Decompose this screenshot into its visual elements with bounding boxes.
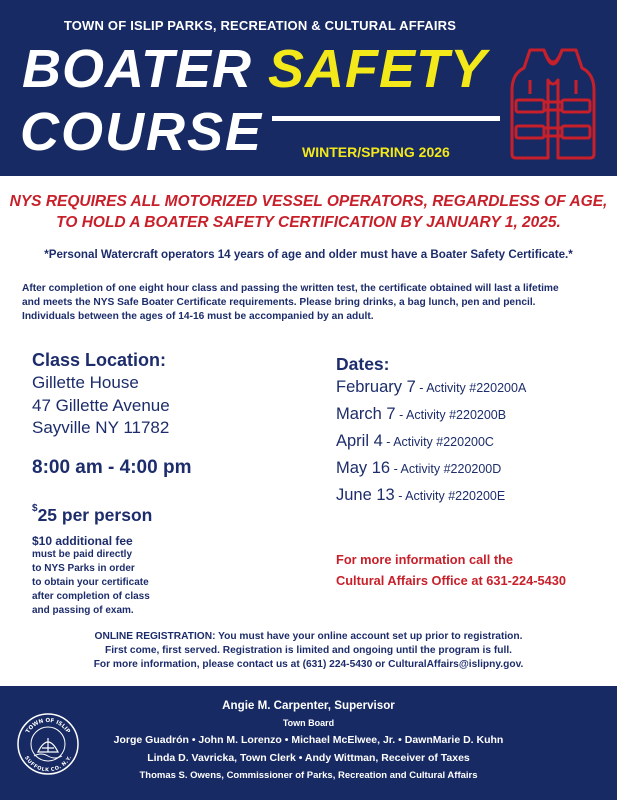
activity-number: - Activity #220200D [390,462,502,476]
date-value: March 7 [336,405,396,423]
date-item [336,378,526,397]
requirement-line-1: NYS REQUIRES ALL MOTORIZED VESSEL OPERATORS, REGARDLESS OF AGE, [9,193,608,210]
date-value: February 7 [336,378,416,396]
class-time: 8:00 am - 4:00 pm [32,457,192,478]
more-info-line-2: Cultural Affairs Office at 631-224-5430 [336,573,566,588]
commissioner: Thomas S. Owens, Commissioner of Parks, Recreation and Cultural Affairs [139,770,478,781]
title-underline [272,116,500,121]
fee-line-6: and passing of exam. [32,605,134,616]
date-item [336,459,501,478]
online-registration [0,630,617,672]
title-safety: SAFETY [268,39,488,99]
online-line-1: ONLINE REGISTRATION: You must have your online account set up prior to registration. [94,631,523,642]
dates-heading: Dates: [336,354,390,374]
header-banner [0,0,617,176]
more-info-line-1: For more information call the [336,552,514,567]
location-street: 47 Gillette Avenue [32,396,170,415]
requirement-notice [0,191,617,233]
date-item [336,432,494,451]
requirement-line-2: TO HOLD A BOATER SAFETY CERTIFICATION BY JANUARY 1, 2025. [56,214,561,231]
town-officers: Linda D. Vavricka, Town Clerk • Andy Wittman, Receiver of Taxes [147,752,470,764]
fee-line-2: must be paid directly [32,549,133,560]
fee-line-4: to obtain your certificate [32,577,149,588]
life-vest-icon [508,44,598,162]
supervisor-name: Angie M. Carpenter, Supervisor [222,699,395,712]
date-value: June 13 [336,486,395,504]
seal-top-text: TOWN OF ISLIP [25,717,71,735]
online-line-3: For more information, please contact us at (631) 224-5430 or CulturalAffairs@islipny.gov. [93,659,524,670]
more-info [336,549,566,591]
pwc-note: *Personal Watercraft operators 14 years of age and older must have a Boater Safety Certificate.* [44,248,573,261]
seal-bottom-text: SUFFOLK CO. N.Y. [23,755,73,774]
town-board-label: Town Board [282,718,335,728]
info-line-3: Individuals between the ages of 14-16 must be accompanied by an adult. [22,311,374,322]
location-name: Gillette House [32,373,139,392]
fee-line-1: $10 additional fee [32,534,133,548]
season-label: WINTER/SPRING 2026 [302,144,450,160]
organization-name: TOWN OF ISLIP PARKS, RECREATION & CULTURAL AFFAIRS [63,18,457,33]
location-city: Sayville NY 11782 [32,418,170,437]
title-boater: BOATER [22,39,252,99]
info-line-1: After completion of one eight hour class and passing the written test, the certificate obtained will last a lifetime [22,283,559,294]
course-info [22,282,600,324]
online-line-2: First come, first served. Registration is limited and ongoing until the program is full. [105,645,512,656]
date-value: April 4 [336,432,383,450]
activity-number: - Activity #220200E [394,489,506,503]
board-members: Jorge Guadrón • John M. Lorenzo • Michael McElwee, Jr. • DawnMarie D. Kuhn [113,734,504,746]
info-line-2: and meets the NYS Safe Boater Certificate requirements. Please bring drinks, a bag lunch, pen and pencil. [22,297,536,308]
fee-line-5: after completion of class [32,591,150,602]
activity-number: - Activity #220200C [382,435,494,449]
location-heading: Class Location: [32,350,167,370]
price-amount: 25 per person [37,505,153,525]
activity-number: - Activity #220200B [395,408,507,422]
title-line-1 [22,40,487,98]
price-currency: $ [32,503,38,515]
date-item [336,486,505,505]
date-item [336,405,506,424]
title-course: COURSE [20,102,264,162]
date-value: May 16 [336,459,391,477]
price [32,505,152,526]
activity-number: - Activity #220200A [415,381,527,395]
fee-line-3: to NYS Parks in order [32,563,135,574]
additional-fee [32,534,150,618]
